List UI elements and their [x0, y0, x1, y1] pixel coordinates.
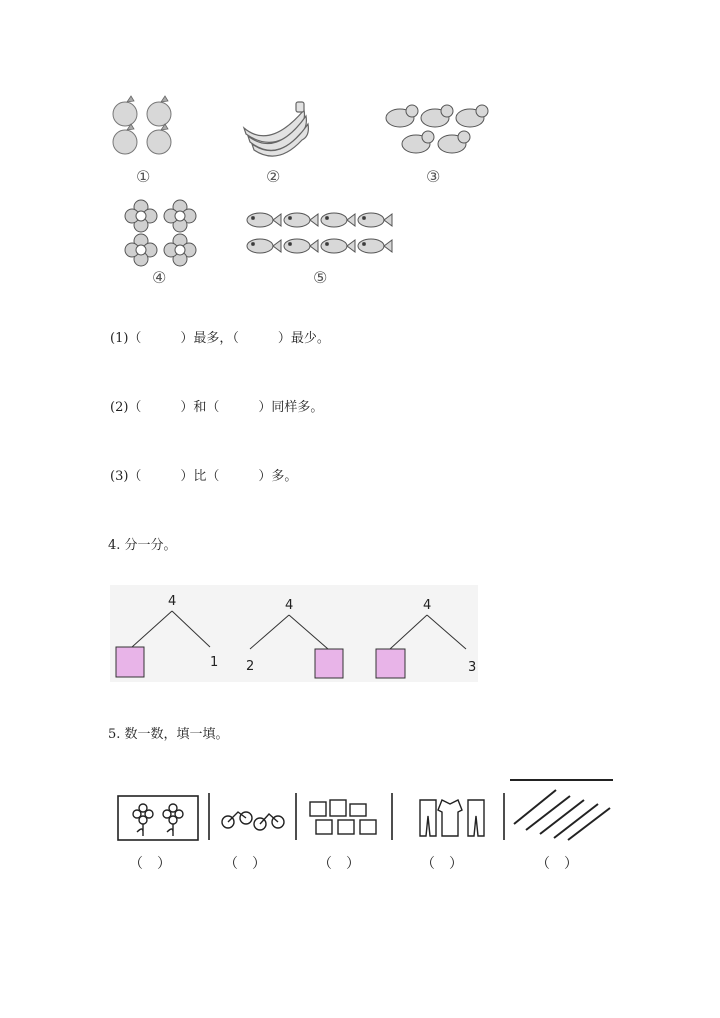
tree-3-answer-box[interactable]	[376, 649, 405, 678]
answer-blank-2[interactable]: （ ）	[224, 856, 266, 872]
clothes-icon	[420, 800, 484, 836]
pens-icon	[510, 780, 613, 840]
bags-icon	[310, 800, 376, 834]
number-trees	[110, 585, 478, 685]
question-1: (1)（ ）最多，（ ）最少。	[110, 331, 330, 346]
label-5: ⑤	[313, 268, 328, 287]
flower-icon	[122, 200, 200, 266]
question-3: (3)（ ）比（ ）多。	[110, 469, 298, 484]
count-pictures	[110, 778, 615, 848]
apple-icon	[108, 94, 178, 158]
label-2: ②	[266, 167, 281, 186]
label-3: ③	[426, 167, 441, 186]
answer-blank-5[interactable]: （ ）	[536, 856, 578, 872]
tree-2-top: 4	[285, 598, 294, 613]
tree-2	[246, 598, 343, 678]
section-4-title: 4. 分一分。	[108, 538, 177, 553]
bird-icon	[380, 100, 492, 162]
question-2: (2)（ ）和（ ）同样多。	[110, 400, 324, 415]
banana-icon	[240, 100, 312, 158]
section-5-title: 5. 数一数，填一填。	[108, 727, 229, 742]
answer-blank-1[interactable]: （ ）	[129, 856, 171, 872]
answer-blank-4[interactable]: （ ）	[421, 856, 463, 872]
tree-2-answer-box[interactable]	[315, 649, 343, 678]
fish-icon	[246, 208, 394, 260]
flowers-icon	[118, 796, 198, 840]
tree-1	[116, 594, 218, 677]
label-1: ①	[136, 167, 151, 186]
label-4: ④	[152, 268, 167, 287]
tree-3-right: 3	[468, 660, 477, 675]
tree-2-left: 2	[246, 659, 255, 674]
tree-1-right: 1	[210, 655, 219, 670]
tree-3-top: 4	[423, 598, 432, 613]
bicycles-icon	[222, 812, 284, 830]
answer-blank-3[interactable]: （ ）	[318, 856, 360, 872]
tree-3	[376, 598, 476, 678]
tree-1-answer-box[interactable]	[116, 647, 144, 677]
tree-1-top: 4	[168, 594, 177, 609]
